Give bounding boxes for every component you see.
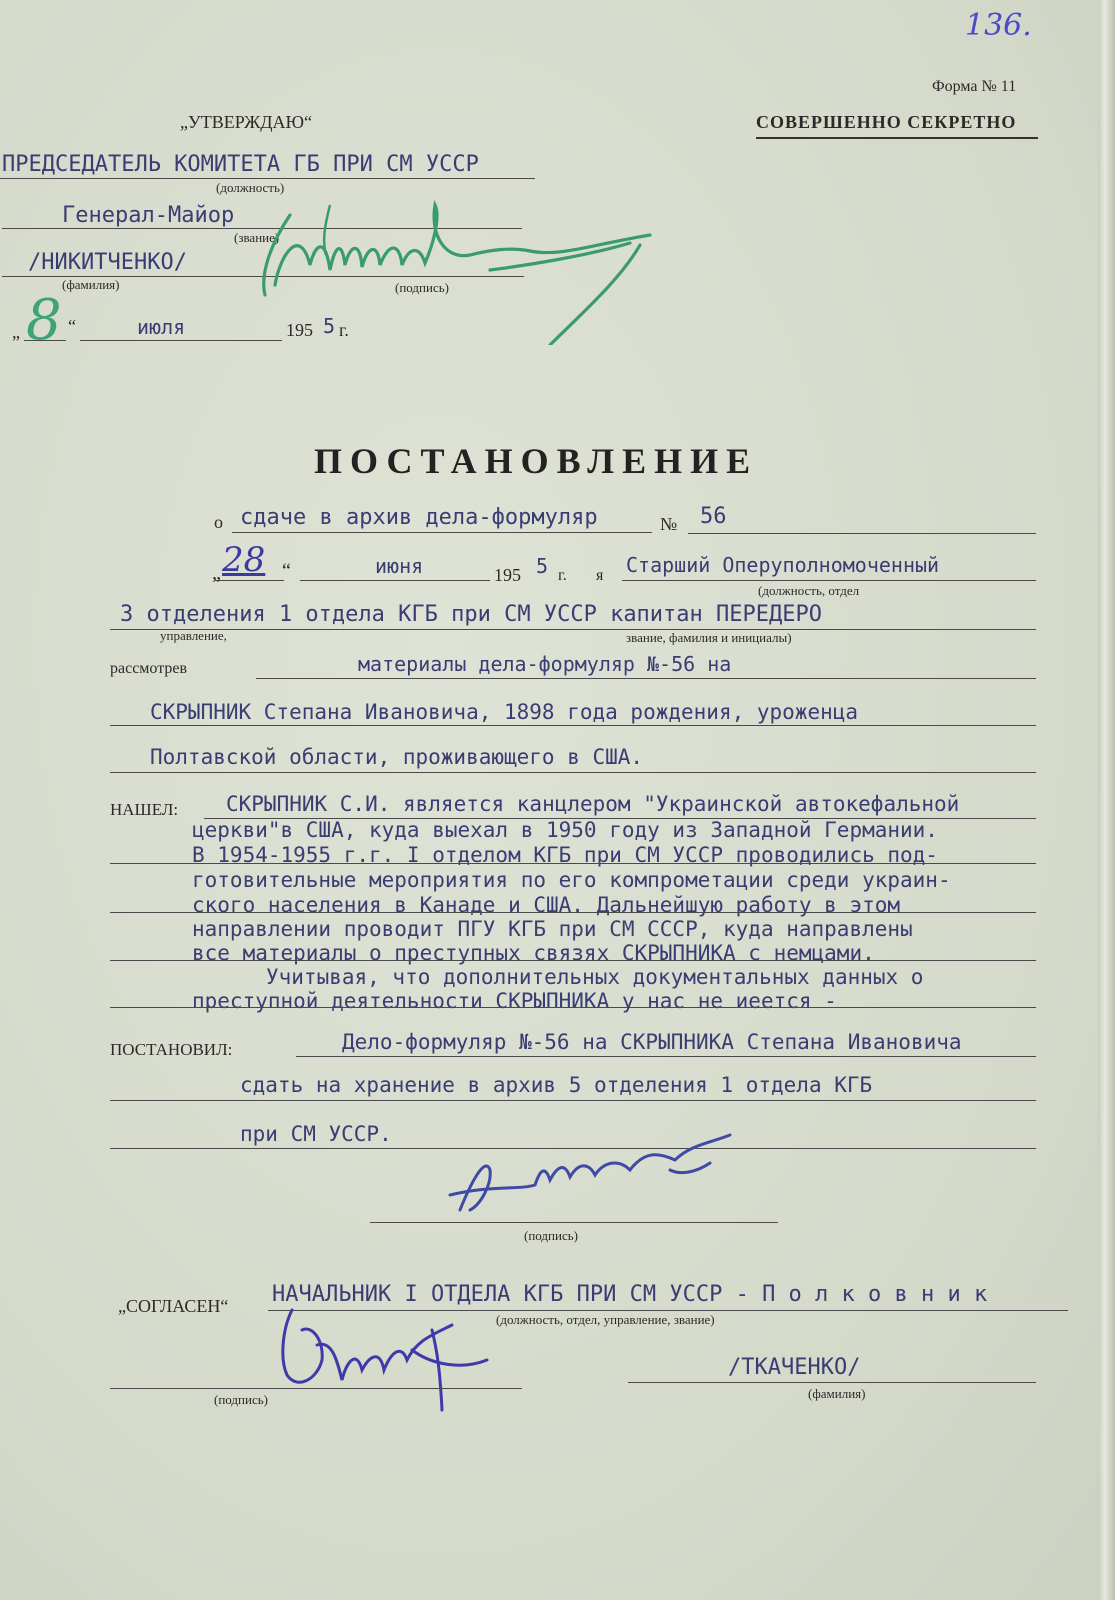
considered-text-3: Полтавской области, проживающего в США. (150, 745, 644, 769)
found-rule-3 (110, 912, 1036, 913)
date-year-digit: 5 (536, 554, 549, 578)
secrecy-stamp: СОВЕРШЕННО СЕКРЕТНО (756, 112, 1017, 132)
author-caption-2a: управление, (160, 628, 227, 643)
number-label: № (660, 514, 678, 534)
considered-line-1 (256, 678, 1036, 679)
author-line-2: 3 отделения 1 отдела КГБ при СМ УССР капитан ПЕРЕДЕРО (120, 602, 822, 627)
found-rule-1 (204, 818, 1036, 819)
author-line-2-rule (110, 629, 1036, 630)
date-year-prefix: 195 (494, 565, 521, 585)
resolved-line-2: сдать на хранение в архив 5 отделения 1 отдела КГБ (240, 1073, 873, 1097)
date-month: июня (375, 554, 424, 578)
case-number: 56 (700, 504, 727, 529)
resolved-line-3: при СМ УССР. (240, 1122, 392, 1146)
subject-text: сдаче в архив дела-формуляр (240, 505, 598, 530)
date-day: 28 (222, 540, 266, 580)
approve-month: июля (137, 315, 186, 339)
approve-year-prefix: 195 (286, 320, 313, 340)
agreed-label: „СОГЛАСЕН“ (118, 1296, 229, 1316)
found-line-4: готовительные мероприятия по его компрометации среди украин- (192, 868, 951, 892)
secrecy-underline (756, 137, 1038, 139)
considered-line-3 (110, 772, 1036, 773)
approve-year-suffix: г. (339, 320, 349, 340)
date-day-line (214, 580, 284, 581)
date-month-line (300, 580, 490, 581)
found-rule-4 (110, 960, 1036, 961)
number-line (688, 533, 1036, 534)
approve-signature (230, 185, 670, 345)
form-label: Форма № 11 (932, 78, 1017, 95)
approve-signature-caption: (подпись) (395, 280, 449, 295)
approve-surname-caption: (фамилия) (62, 277, 120, 292)
considered-text-2: СКРЫПНИК Степана Ивановича, 1898 года рождения, уроженца (150, 700, 859, 724)
found-line-5: ского населения в Канаде и США. Дальнейшую работу в этом (192, 893, 901, 917)
agreed-position: НАЧАЛЬНИК I ОТДЕЛА КГБ ПРИ СМ УССР - П о л к о в н и к (272, 1282, 988, 1307)
agreed-signature-caption: (подпись) (214, 1392, 268, 1407)
author-title: Старший Оперуполномоченный (626, 553, 940, 577)
agreed-signature (262, 1290, 502, 1430)
resolved-rule-2 (110, 1100, 1036, 1101)
approve-day: 8 (26, 288, 62, 353)
approve-rank-caption: (звание) (234, 230, 280, 245)
document-title: ПОСТАНОВЛЕНИЕ (314, 441, 759, 481)
resolved-rule-1 (296, 1056, 1036, 1057)
found-line-1: СКРЫПНИК С.И. является канцлером "Украинской автокефальной (226, 792, 960, 816)
resolved-label: ПОСТАНОВИЛ: (110, 1040, 233, 1059)
considered-line-2 (110, 725, 1036, 726)
resolved-line-1: Дело-формуляр №-56 на СКРЫПНИКА Степана Ивановича (342, 1030, 962, 1054)
date-pronoun: я (596, 567, 604, 584)
considered-label: рассмотрев (110, 660, 188, 677)
agreed-surname-caption: (фамилия) (808, 1386, 866, 1401)
found-line-6: направлении проводит ПГУ КГБ при СМ СССР, куда направлены (192, 917, 913, 941)
agreed-surname-line (628, 1382, 1036, 1383)
approve-year-digit: 5 (323, 314, 336, 338)
author-caption-2b: звание, фамилия и инициалы) (626, 630, 792, 645)
author-signature-line (370, 1222, 778, 1223)
found-line-3: В 1954-1955 г.г. I отделом КГБ при СМ УССР проводились под- (192, 843, 938, 867)
approve-day-line (24, 340, 66, 341)
approve-heading: „УТВЕРЖДАЮ“ (180, 112, 313, 132)
found-line-9: преступной деятельности СКРЫПНИКА у нас не иеется - (192, 989, 837, 1013)
approve-position-line (0, 178, 535, 179)
subject-prefix: о (214, 512, 223, 532)
author-title-line (622, 580, 1036, 581)
agreed-position-caption: (должность, отдел, управление, звание) (496, 1312, 715, 1327)
found-line-2: церкви"в США, куда выехал в 1950 году из Западной Германии. (192, 818, 938, 842)
approve-position-caption: (должность) (216, 180, 285, 195)
found-rule-2 (110, 863, 1036, 864)
document-page: 136. Форма № 11 СОВЕРШЕННО СЕКРЕТНО „УТВЕРЖДАЮ“ ПРЕДСЕДАТЕЛЬ КОМИТЕТА ГБ ПРИ СМ УССР (должность) Генерал-Майор (звание) /НИКИТЧЕНКО/ (фамилия) (подпись) „ 8 “ июля 195 5 г. ПОСТАНОВЛЕНИЕ о сдаче в архив дела-формуляр № 56 „ 28 “ июня 195 5 г. я Старший Оперуполномоченный (должность, отдел 3 отделения 1 отдела КГБ при СМ УССР капитан ПЕРЕДЕРО управление, звание, фамилия и инициалы) рассмотрев материалы дела-формуляр №-56 на СКРЫПНИК Степана Ивановича, 1898 года рождения, уроженца Полтавской области, проживающего в США. НАШЕЛ: СКРЫПНИК С.И. является канцлером "Украинской автокефальной церкви"в США, куда выехал в 1950 году из Западной Германии. В 1954-1955 г.г. I отделом КГБ при СМ УССР проводились под- готовительные мероприятия по его компрометации среди украин- ского населения в Канаде и США. Дальнейшую работу в этом направлении проводит ПГУ КГБ при СМ СССР, куда направлены все материалы о преступных связях СКРЫПНИКА с немцами. Учитывая, что дополнительных документальных данных о преступной деятельности СКРЫПНИКА у нас не иеется - ПОСТАНОВИЛ: Дело-формуляр №-56 на СКРЫПНИКА Степана Ивановича сдать на хранение в архив 5 отделения 1 отдела КГБ при СМ УССР. (подпись) „СОГЛАСЕН“ НАЧАЛЬНИК I ОТДЕЛА КГБ ПРИ СМ УССР - П о л к о в н и к (должность, отдел, управление, звание) (подпись) /ТКАЧЕНКО/ (фамилия) (0, 0, 1098, 1600)
approve-rank: Генерал-Майор (62, 203, 235, 228)
found-line-8: Учитывая, что дополнительных документальных данных о (266, 965, 924, 989)
subject-line (232, 532, 652, 533)
found-line-7: все материалы о преступных связях СКРЫПНИКА с немцами. (192, 941, 875, 965)
page-edge (1098, 0, 1115, 1600)
author-caption-1: (должность, отдел (758, 583, 860, 598)
found-label: НАШЕЛ: (110, 800, 179, 819)
agreed-signature-line (110, 1388, 522, 1389)
approve-position: ПРЕДСЕДАТЕЛЬ КОМИТЕТА ГБ ПРИ СМ УССР (2, 152, 479, 177)
author-signature (430, 1115, 750, 1225)
found-rule-5 (110, 1007, 1036, 1008)
agreed-surname: /ТКАЧЕНКО/ (728, 1355, 861, 1380)
author-signature-caption: (подпись) (524, 1228, 578, 1243)
considered-text-1: материалы дела-формуляр №-56 на (358, 652, 732, 676)
date-year-suffix: г. (558, 567, 567, 584)
approve-surname: /НИКИТЧЕНКО/ (28, 250, 187, 275)
page-number: 136. (965, 8, 1032, 43)
